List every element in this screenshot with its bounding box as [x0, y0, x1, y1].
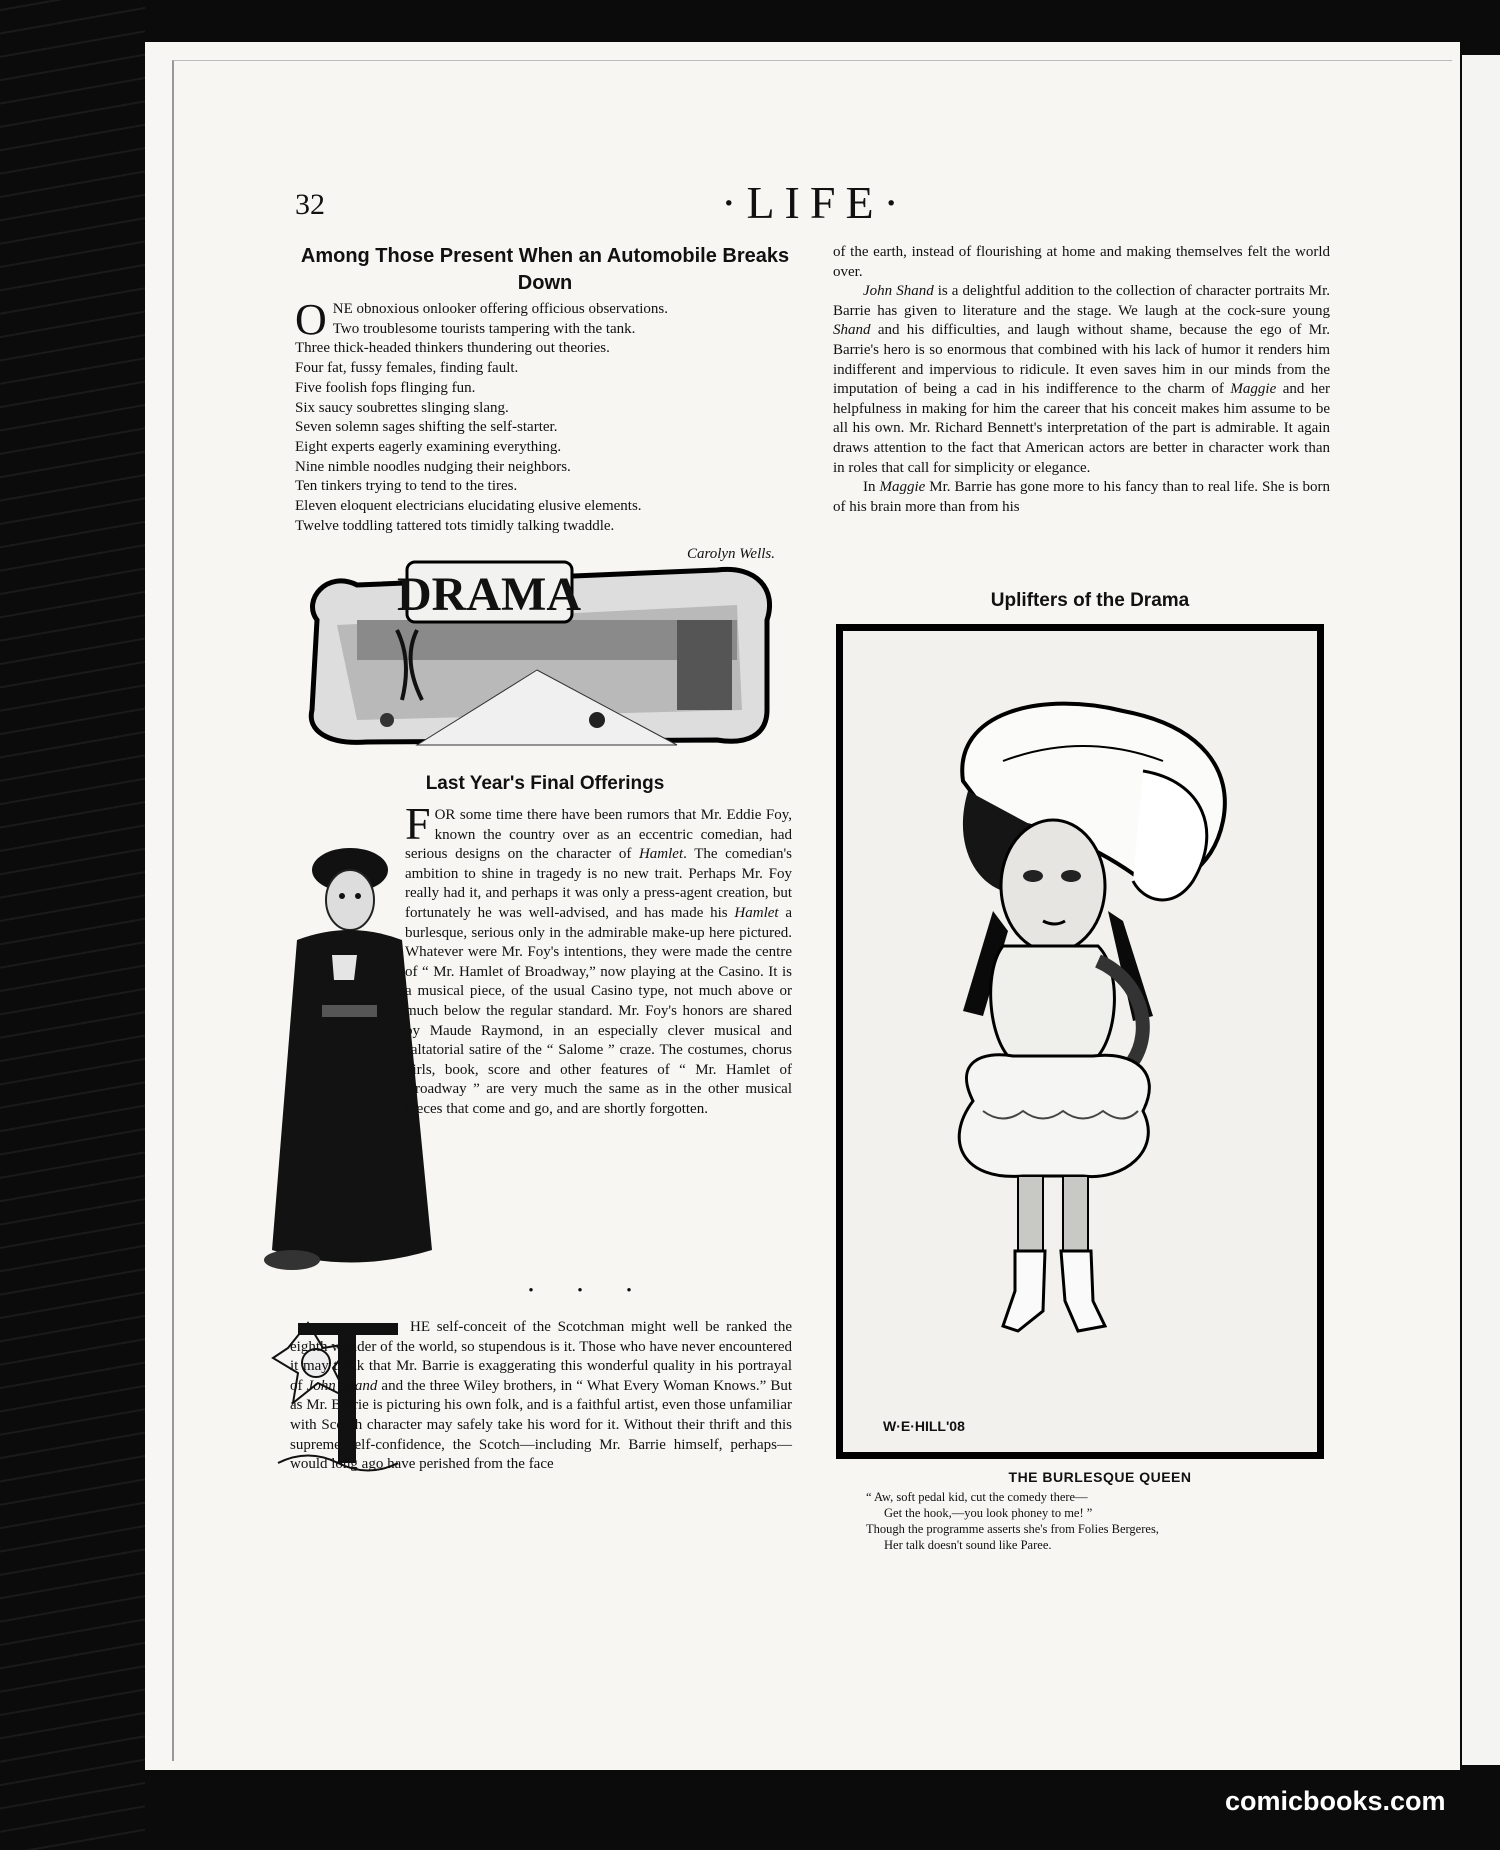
poem-line: Twelve toddling tattered tots timidly talking twaddle. [295, 517, 615, 534]
cartoon-caption-title: THE BURLESQUE QUEEN [1008, 1469, 1192, 1485]
poem-line: Five foolish fops flinging fun. [295, 379, 476, 396]
text-run: is a delightful addition to the collection of character portraits Mr. Barrie has given to literature and the stage. We laugh at the cock-sure young [833, 283, 1330, 319]
text-run: a burlesque, serious only in the admirable make-up here pictured. Whatever were Mr. Foy's intentions, they were made the centre of “ Mr. Hamlet of Broadway,” now playing at the Casino. It is a musical piece, of the usual Casino type, not much above or much below the regular standard. Mr. Foy's honors are shared by Maude Raymond, in an especially clever musical and saltatorial satire of the “ Salome ” craze. The costumes, chorus girls, book, score and other features of “ Mr. Hamlet of Broadway ” are very much the same as in the other musical pieces that come and go, and are shortly forgotten. [405, 904, 792, 1117]
section-heading: Last Year's Final Offerings [425, 773, 665, 794]
foy-hamlet-paragraph [405, 798, 792, 1120]
paragraph [833, 282, 1330, 478]
poem-line: Eleven eloquent electricians elucidating elusive elements. [295, 498, 642, 515]
poem-line: Seven solemn sages shifting the self-starter. [295, 419, 558, 436]
drama-banner-illustration [297, 560, 782, 760]
italic-title: Maggie [879, 479, 926, 496]
site-watermark: comicbooks.com [1225, 1786, 1446, 1816]
page-number: 32 [295, 188, 325, 221]
caption-line: “ Aw, soft pedal kid, cut the comedy there— [866, 1490, 1088, 1504]
caption-line: Though the programme asserts she's from Folies Bergeres, [866, 1522, 1159, 1536]
cartoon-caption [866, 1489, 1336, 1553]
masthead-title: ·LIFE· [721, 177, 909, 228]
text-run: and his difficulties, and laugh without shame, because the ego of Mr. Barrie's hero is so enormous that combined with his lack of humor it renders him indifferent and impervious to ridicule. It even saves him in our minds from the imputation of being a cad in his indifference to the charm of [833, 322, 1330, 398]
poem-line: Four fat, fussy females, finding fault. [295, 360, 519, 377]
text-run: OR some time there have been rumors that Mr. Eddie Foy, known the country over as an eccentric comedian, had serious designs on the character of [405, 807, 792, 863]
scotchman-paragraph [290, 1318, 792, 1475]
burlesque-queen-illustration [843, 631, 1317, 1452]
cartoon-frame [836, 624, 1324, 1459]
text-run: and her helpfulness in making for him the career that his conceit makes him assume to be all his own. Mr. Richard Bennett's interpretation of the part is admirable. It again draws attention to the fact that American actors are better in character work than in roles that call for simplicity or elegance. [833, 381, 1331, 476]
poem-line: Six saucy soubrettes slinging slang. [295, 399, 509, 416]
paragraph [833, 478, 1330, 517]
italic-title: John Shand [306, 1377, 378, 1394]
paragraph: of the earth, instead of flourishing at home and making themselves felt the world over. [833, 244, 1330, 280]
scan-background [0, 0, 145, 1850]
dropcap-f: F [405, 798, 431, 849]
italic-title: John Shand [863, 283, 934, 300]
poem-line: Nine nimble noodles nudging their neighbors. [295, 458, 571, 475]
poem-body [295, 295, 795, 536]
poem-author: Carolyn Wells. [686, 546, 775, 562]
italic-title: Shand [833, 322, 871, 339]
text-run: Mr. Barrie has gone more to his fancy than to real life. She is born of his brain more than from his [833, 479, 1330, 515]
cartoon-heading: Uplifters of the Drama [990, 590, 1190, 611]
text-run: In [863, 479, 880, 496]
italic-title: Maggie [1230, 381, 1277, 398]
text-run: and the three Wiley brothers, in “ What Every Woman Knows.” But as Mr. Barrie is picturing his own folk, and is a faithful artist, even those unfamiliar with Scotch character may safely take his word for it. Without their thrift and this supreme self-confidence, the Scotch—including Mr. Barrie himself, perhaps—would long ago have perished from the face [290, 1377, 792, 1473]
right-column-text [833, 243, 1330, 517]
poem-line: Three thick-headed thinkers thundering out theories. [295, 340, 610, 357]
poem-dropcap: O [295, 295, 327, 344]
text-run: HE self-conceit of the Scotchman might well be ranked the eighth wonder of the world, so stupendous is it. Those who have never encountered it may think that Mr. Barrie is exaggerating this wonderful quality in his portrayal of [290, 1319, 792, 1394]
poem-line: NE obnoxious onlooker offering officious observations. [332, 301, 669, 317]
next-page-edge [1462, 55, 1500, 1765]
poem-line: Ten tinkers trying to tend to the tires. [295, 478, 518, 495]
caption-line: Her talk doesn't sound like Paree. [884, 1538, 1052, 1552]
text-run: . The comedian's ambition to shine in tragedy is no new trait. Perhaps Mr. Foy really had it, and perhaps it was only a press-agent creation, but fortunately he was well-advised, and has made his [405, 846, 792, 921]
artist-signature: W·E·HILL'08 [883, 1418, 965, 1434]
section-separator: • • • [528, 1283, 652, 1299]
italic-title: Hamlet [734, 904, 779, 921]
italic-title: Hamlet [638, 846, 684, 863]
poem-line: Two troublesome tourists tampering with the tank. [332, 320, 636, 337]
drama-banner-label: DRAMA [397, 568, 581, 621]
poem-title: Among Those Present When an Automobile Breaks Down [300, 245, 790, 294]
poem-line: Eight experts eagerly examining everything. [295, 438, 562, 455]
caption-line: Get the hook,—you look phoney to me! ” [884, 1506, 1093, 1520]
